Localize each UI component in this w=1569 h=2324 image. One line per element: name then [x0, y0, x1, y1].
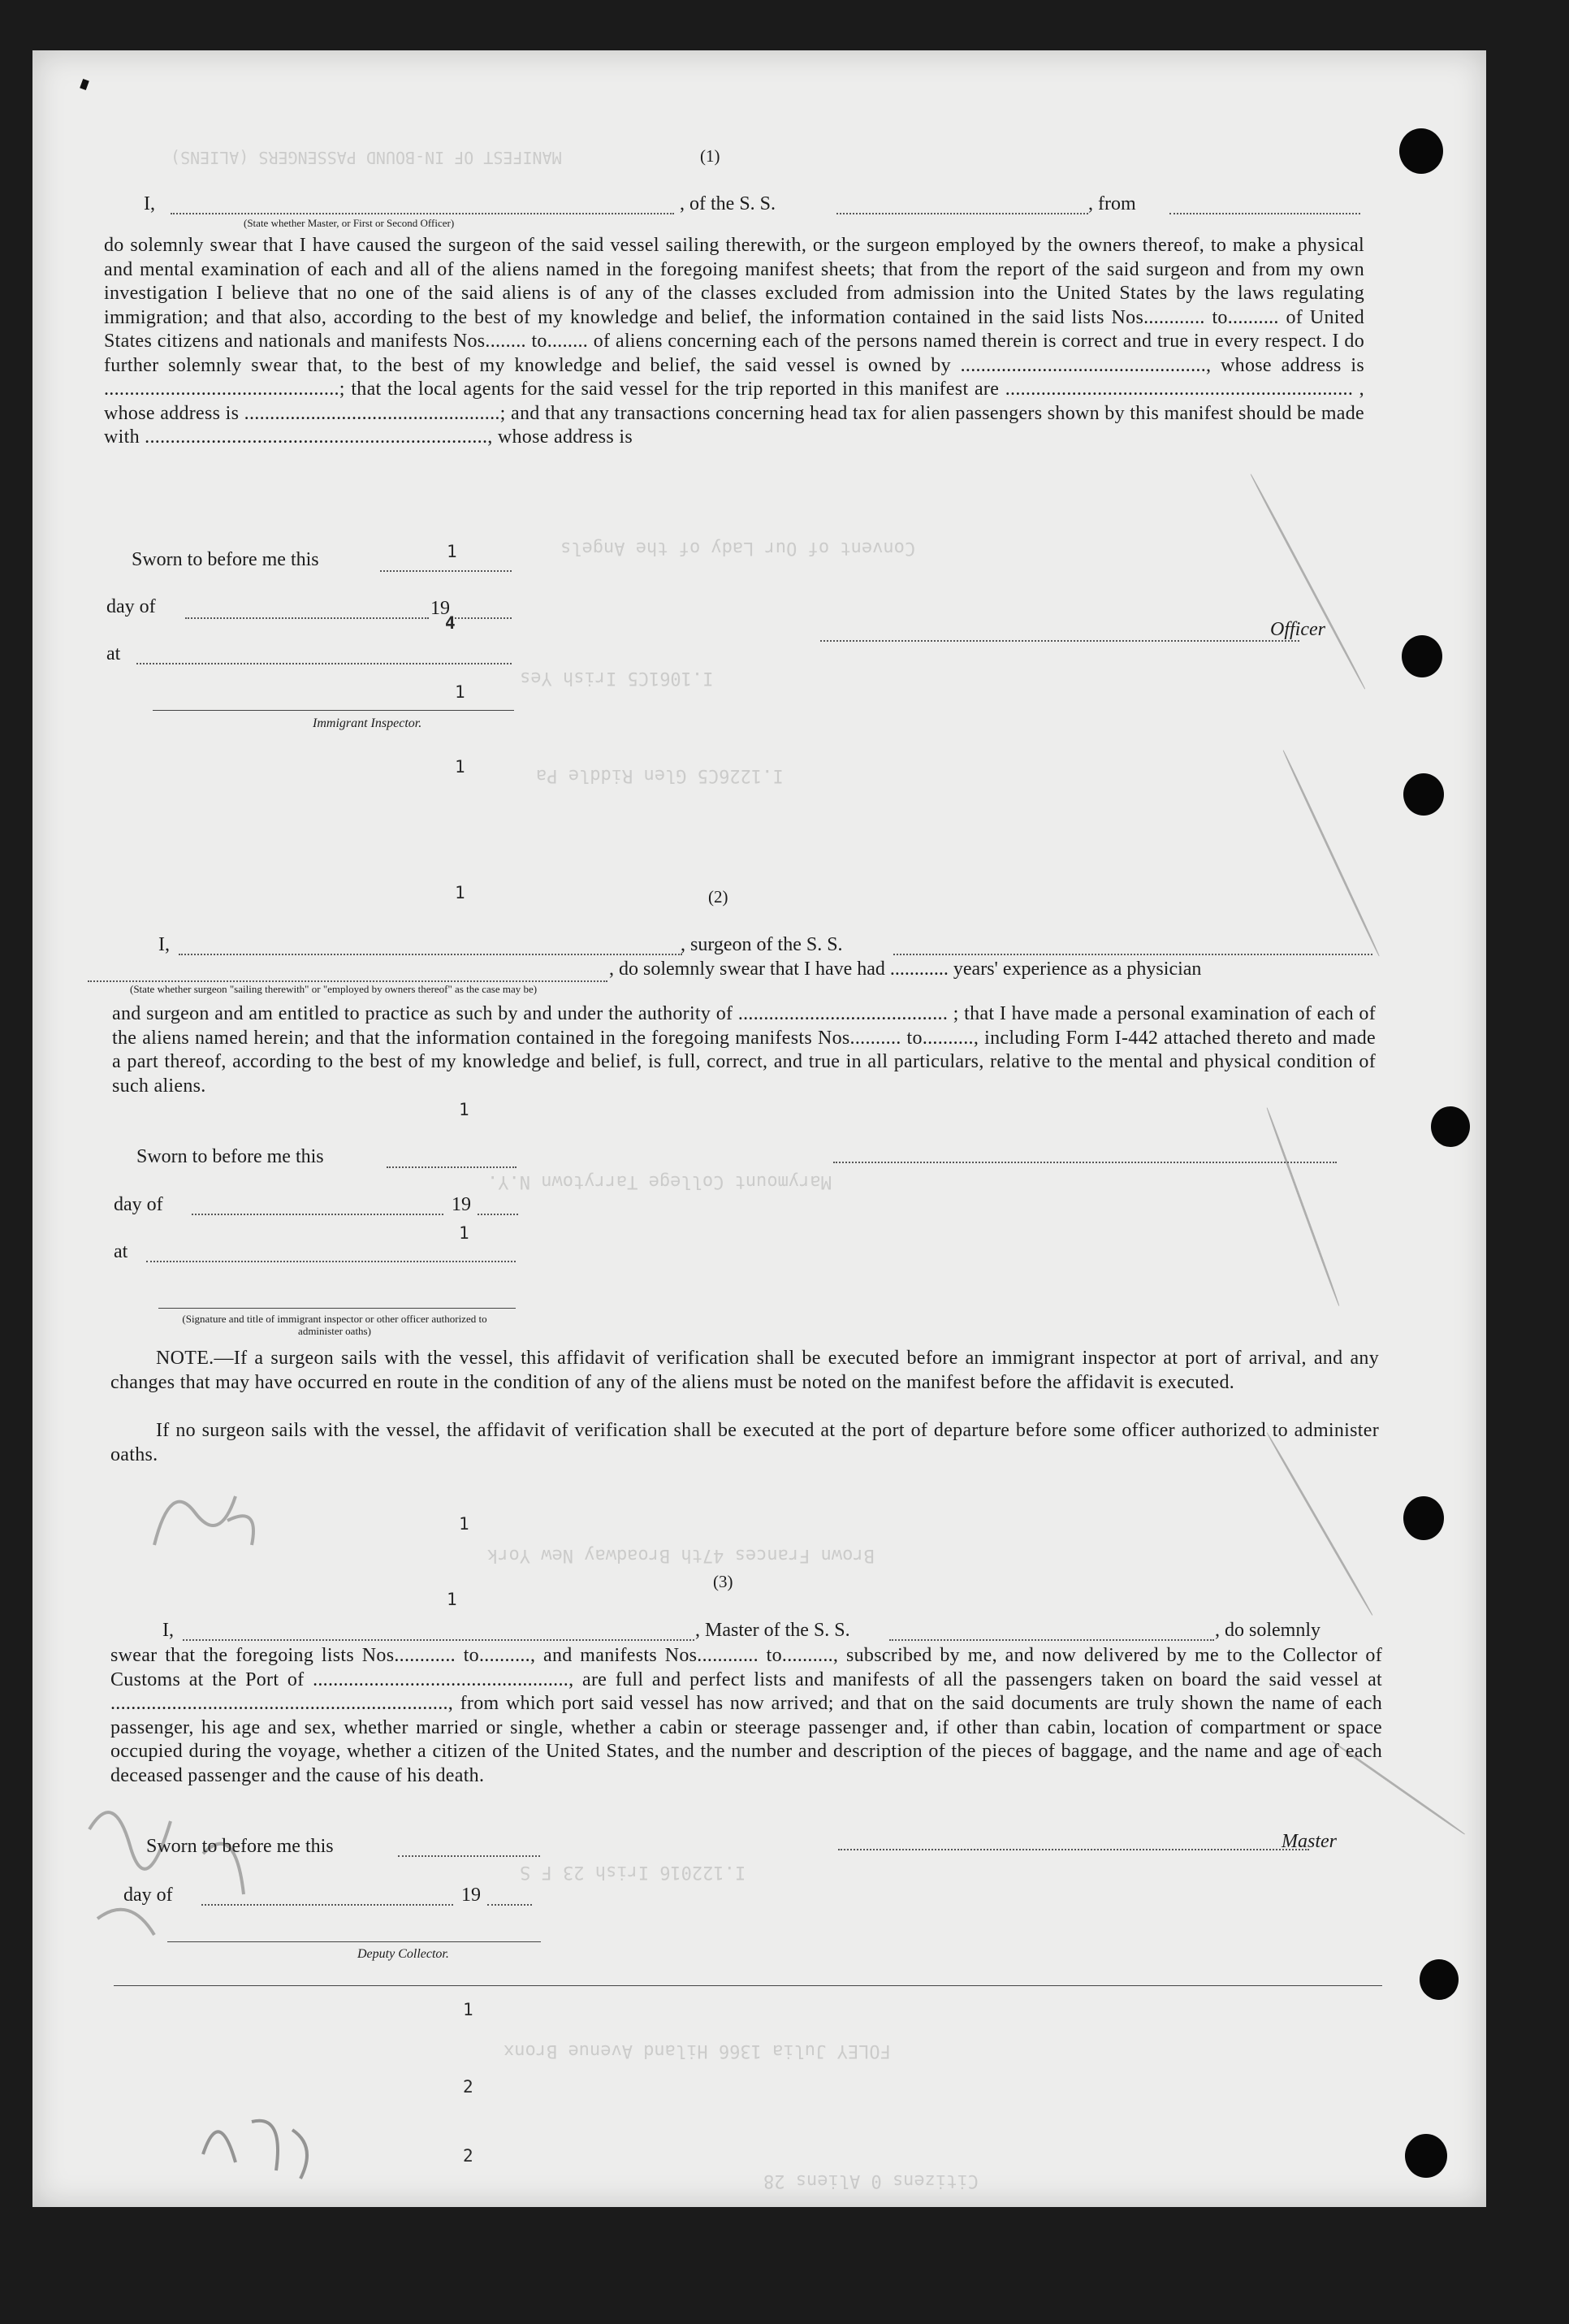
- section-1-year: 19: [430, 598, 450, 619]
- punch-hole: [1403, 773, 1444, 816]
- section-2-sworn: Sworn to before me this: [136, 1146, 324, 1167]
- officer-signature-line: [820, 640, 1299, 642]
- master-label: Master: [1282, 1831, 1337, 1852]
- bleed-through-text: I.1061C5 Irish Yes: [520, 668, 714, 688]
- at-field-line: [146, 1261, 516, 1262]
- immigrant-inspector-label: Immigrant Inspector.: [313, 716, 422, 730]
- section-2-at: at: [114, 1241, 128, 1262]
- section-3-end-label: , do solemnly: [1215, 1620, 1320, 1641]
- master-ship-line: [889, 1639, 1214, 1641]
- bleed-through-text: I.1226C5 Glen Riddle Pa: [536, 765, 784, 785]
- sworn-field-line: [387, 1166, 517, 1168]
- section-1-sworn: Sworn to before me this: [132, 549, 319, 570]
- section-3-number: (3): [713, 1572, 733, 1591]
- section-1-from-label: , from: [1088, 193, 1136, 214]
- section-2-day-of: day of: [114, 1194, 163, 1215]
- year-field-line: [478, 1214, 518, 1215]
- stamp-mark: 1: [447, 542, 457, 561]
- year-field-line: [487, 1904, 532, 1906]
- bleed-through-text: MANIFEST OF IN-BOUND PASSENGERS (ALIENS): [171, 148, 562, 167]
- stamp-mark: 1: [459, 1514, 469, 1534]
- handwritten-annotation: [195, 2097, 325, 2187]
- punch-hole: [1431, 1106, 1470, 1147]
- bleed-through-text: Brown Frances 47th Broadway New York: [487, 1545, 875, 1565]
- cancel-scrawl: [1250, 474, 1366, 690]
- bleed-through-text: FOLEY Julia 1366 Hiland Avenue Bronx: [504, 2041, 891, 2061]
- surgeon-name-line: [179, 954, 682, 955]
- section-1-oath-line: [144, 193, 155, 215]
- inspector-signature-line: [153, 710, 514, 711]
- ship-field-line: [836, 213, 1088, 214]
- from-field-line: [1169, 213, 1360, 214]
- handwritten-annotation: [81, 1781, 292, 1959]
- day-field-line: [185, 617, 429, 619]
- surgeon-status-line: [88, 980, 607, 982]
- section-3-paragraph: swear that the foregoing lists Nos............ to.........., and manifests Nos............ to.........., subscribed by me, and now delivered by me to the Collector of Customs at the Port of .................................................., are full and perfect lists and manifests of all the passengers taken on board the said vessel at .................................................................., from which port said vessel has now arrived; and that on the said documents are truly shown the name of each passenger, his age and sex, whether married or single, whether a cabin or steerage passenger and, if other than cabin, location of compartment or space occupied during the voyage, whether a citizen of the United States, and the number and description of the pieces of baggage, and the name and age of each deceased passenger and the cause of his death.: [110, 1645, 1382, 1786]
- manifest-affidavit-sheet: [32, 50, 1486, 2207]
- bleed-through-text: Citizens 0 Aliens 28: [763, 2170, 979, 2191]
- section-3-oath-i: I,: [162, 1620, 174, 1641]
- punch-hole: [1399, 128, 1443, 174]
- section-2-signature-line: [833, 1162, 1337, 1163]
- section-2-oath-i: I,: [158, 934, 170, 955]
- deputy-collector-label: Deputy Collector.: [357, 1947, 449, 1961]
- section-1-number: (1): [700, 146, 720, 166]
- section-3-ship-label: , Master of the S. S.: [695, 1620, 850, 1641]
- section-2-oath-line: , do solemnly swear that I have had ............ years' experience as a physician: [609, 959, 1202, 980]
- oath-i: I,: [144, 193, 155, 214]
- section-3-day-of: day of: [123, 1885, 173, 1906]
- punch-hole: [1402, 635, 1442, 677]
- section-2-paragraph: and surgeon and am entitled to practice as such by and under the authority of ......................................... ; that I have made a personal examination of each of the aliens named herein; and that the information contained in the foregoing manifests Nos.......... to.........., including Form I-442 attached thereto and made a part thereof, according to the best of my knowledge and belief, is full, correct, and true in all particulars, relative to the mental and physical condition of such aliens.: [112, 1003, 1376, 1097]
- officer-label: Officer: [1270, 619, 1325, 640]
- section-2-year: 19: [452, 1194, 471, 1215]
- section-1-caption: (State whether Master, or First or Second Officer): [244, 217, 455, 229]
- section-1-at: at: [106, 643, 121, 664]
- punch-hole: [1420, 1959, 1459, 2000]
- name-field-line: [171, 213, 674, 214]
- surgeon-ship-line: [893, 954, 1372, 955]
- section-2-number: (2): [708, 887, 728, 907]
- cancel-scrawl: [1266, 1107, 1341, 1306]
- at-field-line: [136, 663, 512, 664]
- sworn-field-line: [380, 570, 512, 572]
- year-digit: 4: [445, 613, 456, 633]
- section-1-ship-label: , of the S. S.: [680, 193, 776, 214]
- bleed-through-text: I.122016 Irish 23 F S: [520, 1862, 746, 1882]
- section-3-sworn: Sworn to before me this: [146, 1836, 334, 1857]
- sworn-field-line: [398, 1855, 540, 1857]
- bottom-rule: [114, 1985, 1382, 1986]
- stamp-mark: 2: [463, 2077, 473, 2097]
- section-2-note-1: NOTE.—If a surgeon sails with the vessel, this affidavit of verification shall be executed before an immigrant inspector at port of arrival, and any changes that may have occurred en route in the condition of any of the aliens must be noted on the manifest before the affidavit is executed.: [110, 1348, 1379, 1393]
- bleed-through-text: Convent of Our Lady of the Angels: [560, 538, 916, 558]
- stamp-mark: 1: [459, 1223, 469, 1243]
- section-2-signature-caption: (Signature and title of immigrant inspector or other officer authorized to administer oaths): [182, 1313, 487, 1337]
- stamp-mark: 2: [463, 2146, 473, 2166]
- section-2-note-2: If no surgeon sails with the vessel, the affidavit of verification shall be executed at the port of departure before some officer authorized to administer oaths.: [110, 1420, 1379, 1465]
- punch-hole: [1403, 1496, 1444, 1540]
- stamp-mark: 1: [455, 883, 465, 902]
- stamp-mark: 1: [455, 682, 465, 702]
- bleed-through-text: Marymount College Tarrytown N.Y.: [487, 1171, 832, 1192]
- year-field-line: [455, 617, 512, 619]
- punch-hole: [1405, 2134, 1447, 2178]
- day-field-line: [192, 1214, 443, 1215]
- section-3-year: 19: [461, 1885, 481, 1906]
- master-name-line: [183, 1639, 694, 1641]
- section-2-caption: (State whether surgeon "sailing therewith" or "employed by owners thereof" as the case may be): [130, 983, 538, 995]
- section-2-inspector-line: [158, 1308, 516, 1309]
- stamp-mark: 1: [459, 1100, 469, 1119]
- section-1-day-of: day of: [106, 596, 156, 617]
- section-1-paragraph: do solemnly swear that I have caused the surgeon of the said vessel sailing therewith, or the surgeon employed by the owners thereof, to make a physical and mental examination of each and all of the aliens named in the foregoing manifest sheets; that from the report of the said surgeon and from my own investigation I believe that no one of the said aliens is of any of the classes excluded from admission into the United States by the laws regulating immigration; and that also, according to the best of my knowledge and belief, the information contained in the said lists Nos............ to.......... of United States citizens and nationals and manifests Nos........ to........ of aliens concerning each of the persons named therein is correct and true in every respect. I do further solemnly swear that, to the best of my knowledge and belief, the said vessel is owned by ................................................, whose address is ..............................................; that the local agents for the said vessel for the trip reported in this manifest are .................................................................... , whose address is ..................................................; and that any transactions concerning head tax for alien passengers shown by this manifest should be made with ..................................................................., whose address is: [104, 235, 1364, 448]
- section-2-ship-label: , surgeon of the S. S.: [681, 934, 843, 955]
- stamp-mark: 1: [447, 1590, 457, 1609]
- stamp-mark: 1: [455, 757, 465, 777]
- cancel-scrawl: [1282, 750, 1381, 957]
- stamp-mark: 1: [463, 2000, 473, 2019]
- corner-mark: [80, 79, 89, 90]
- handwritten-annotation: [138, 1464, 300, 1577]
- master-signature-line: [838, 1849, 1309, 1850]
